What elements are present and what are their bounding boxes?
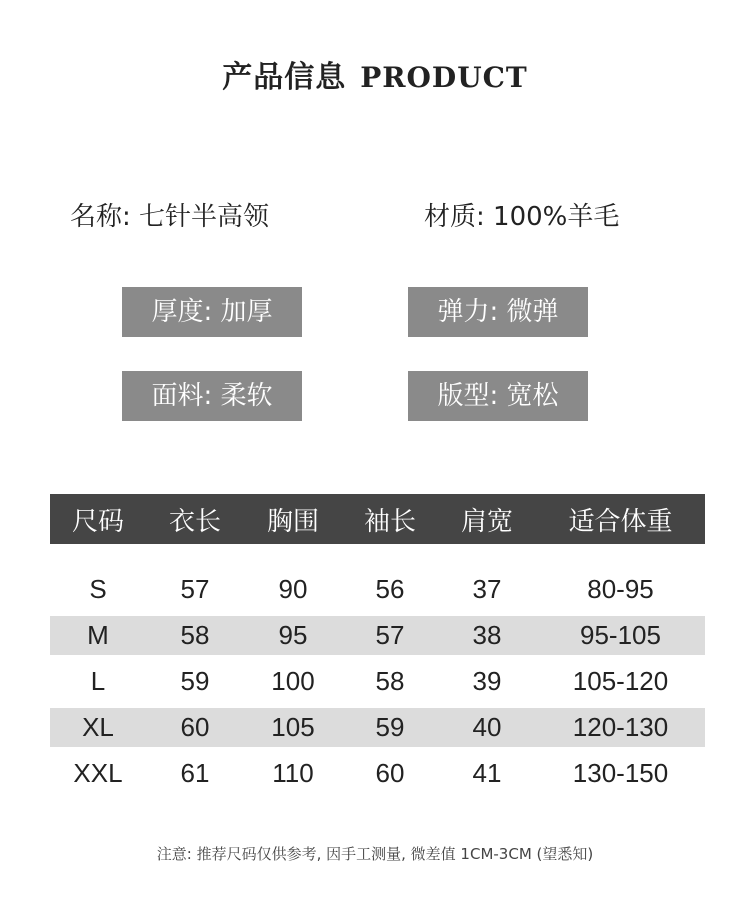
tag-fabric: 面料: 柔软 [122, 371, 302, 421]
cell-size: XL [82, 712, 114, 742]
cell-sleeve: 60 [375, 758, 405, 788]
table-row [50, 754, 705, 793]
cell-length: 59 [180, 666, 210, 696]
cell-size: L [90, 666, 106, 696]
name-value: 七针半高领 [139, 202, 270, 232]
cell-length: 57 [180, 574, 210, 604]
cell-shoulder: 38 [472, 620, 502, 650]
table-row [50, 616, 705, 655]
title-cn: 产品信息 [222, 60, 347, 95]
cell-shoulder: 40 [472, 712, 502, 742]
cell-sleeve: 56 [375, 574, 405, 604]
cell-chest: 100 [271, 666, 315, 696]
cell-chest: 105 [271, 712, 315, 742]
cell-size: M [87, 620, 109, 650]
cell-weight: 130-150 [572, 758, 669, 788]
size-table-header [50, 494, 705, 544]
cell-weight: 105-120 [572, 666, 669, 696]
cell-sleeve: 57 [375, 620, 405, 650]
tag-elasticity: 弹力: 微弹 [408, 287, 588, 337]
material-value: 100%羊毛 [493, 202, 620, 232]
header-chest: 胸围 [266, 506, 319, 537]
header-shoulder: 肩宽 [460, 506, 513, 537]
cell-chest: 110 [272, 758, 314, 788]
cell-shoulder: 41 [472, 758, 502, 788]
size-table [50, 494, 705, 793]
cell-length: 58 [180, 620, 210, 650]
table-row [50, 708, 705, 747]
cell-size: XXL [73, 758, 123, 788]
name-label: 名称: [70, 202, 131, 232]
cell-sleeve: 58 [375, 666, 405, 696]
tag-thickness: 厚度: 加厚 [122, 287, 302, 337]
cell-shoulder: 37 [472, 574, 502, 604]
sizing-note: 注意: 推荐尺码仅供参考, 因手工测量, 微差值 1CM-3CM (望悉知) [156, 845, 594, 863]
product-name [70, 196, 269, 233]
header-length: 衣长 [168, 506, 221, 537]
cell-chest: 95 [278, 620, 308, 650]
product-material [424, 196, 619, 233]
title-en: PRODUCT [360, 61, 528, 94]
table-row [50, 662, 705, 701]
header-size: 尺码 [71, 506, 124, 537]
header-weight: 适合体重 [568, 506, 673, 537]
cell-weight: 95-105 [580, 620, 661, 650]
cell-shoulder: 39 [472, 666, 502, 696]
cell-sleeve: 59 [375, 712, 405, 742]
cell-chest: 90 [278, 574, 308, 604]
cell-size: S [89, 574, 107, 604]
header-sleeve: 袖长 [363, 506, 416, 537]
cell-weight: 120-130 [572, 712, 669, 742]
cell-weight: 80-95 [587, 574, 654, 604]
cell-length: 60 [180, 712, 210, 742]
table-row [50, 570, 705, 609]
material-label: 材质: [424, 202, 485, 232]
page-title [0, 52, 750, 96]
cell-length: 61 [180, 758, 210, 788]
tag-fit: 版型: 宽松 [408, 371, 588, 421]
